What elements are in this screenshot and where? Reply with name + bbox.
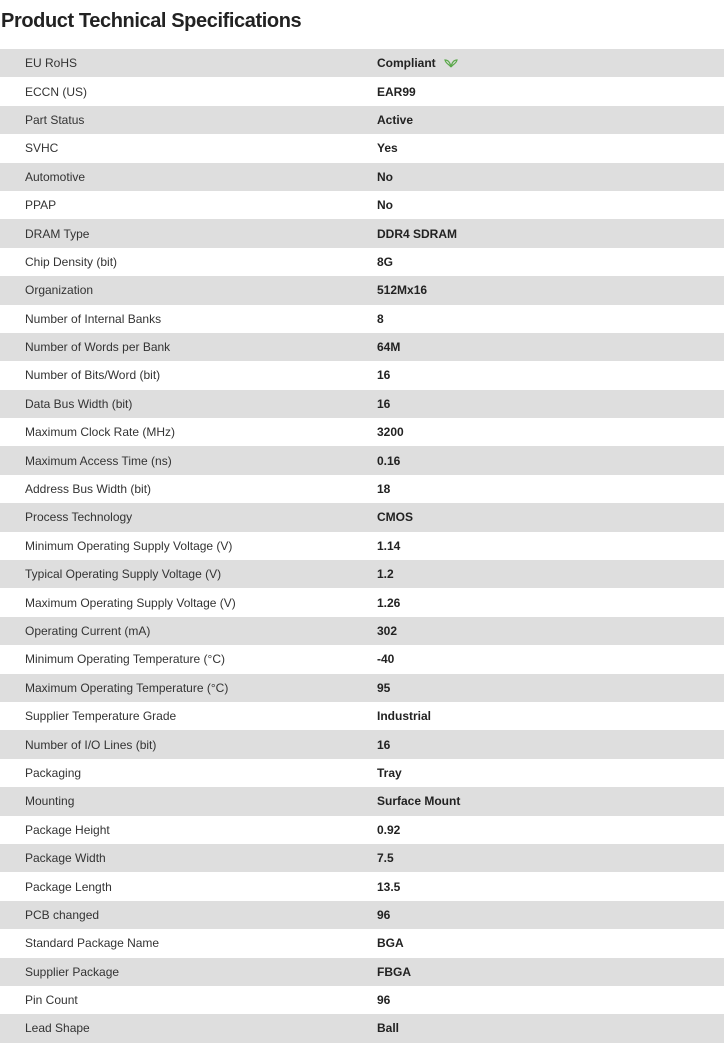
page-title: Product Technical Specifications [1, 10, 302, 32]
spec-label: Supplier Package [25, 964, 120, 979]
spec-label: Mounting [25, 794, 75, 809]
spec-value-text: 18 [377, 482, 391, 497]
spec-value [377, 198, 393, 212]
spec-label: PPAP [25, 198, 57, 213]
spec-label: Number of I/O Lines (bit) [25, 737, 157, 752]
spec-row [0, 872, 724, 900]
spec-label: Pin Count [25, 993, 78, 1008]
spec-label: Number of Internal Banks [25, 311, 162, 326]
spec-label: Minimum Operating Supply Voltage (V) [25, 538, 233, 553]
spec-value-text: 0.16 [377, 453, 401, 468]
spec-value-text: 0.92 [377, 822, 401, 837]
spec-row [0, 929, 724, 957]
spec-value [377, 936, 404, 950]
spec-row [0, 106, 724, 134]
spec-value-text: 302 [377, 624, 398, 638]
spec-row [0, 702, 724, 730]
spec-row [0, 730, 724, 758]
spec-label: Package Width [25, 851, 106, 866]
spec-label: ECCN (US) [25, 84, 87, 99]
spec-label: Number of Words per Bank [25, 340, 171, 355]
spec-value [377, 823, 400, 837]
spec-row [0, 560, 724, 588]
spec-value-text: EAR99 [377, 84, 416, 99]
spec-value-text: Surface Mount [377, 794, 461, 809]
spec-value-text: 95 [377, 680, 391, 695]
spec-label: Supplier Temperature Grade [25, 709, 177, 724]
spec-value-text: Active [377, 112, 414, 127]
rohs-leaf-icon [444, 58, 458, 68]
spec-value-text: 13.5 [377, 879, 401, 894]
spec-value [377, 113, 413, 127]
spec-value-text: 8 [377, 311, 384, 326]
spec-value [377, 340, 400, 354]
spec-value-text: BGA [377, 936, 404, 951]
spec-value-text: No [377, 169, 393, 184]
spec-value [377, 965, 411, 979]
spec-label: EU RoHS [25, 56, 78, 71]
spec-label: Standard Package Name [25, 936, 160, 951]
spec-value-text: 16 [377, 737, 391, 752]
spec-label: Data Bus Width (bit) [25, 396, 133, 411]
spec-value [377, 283, 427, 297]
spec-value-text: Compliant [377, 56, 436, 71]
spec-row [0, 759, 724, 787]
spec-label: Typical Operating Supply Voltage (V) [25, 567, 222, 582]
spec-value [377, 567, 394, 581]
spec-value-text: No [377, 198, 393, 213]
spec-label: Operating Current (mA) [25, 624, 151, 638]
spec-value-text: 16 [377, 396, 391, 411]
spec-table [0, 49, 724, 1043]
spec-label: SVHC [25, 141, 59, 156]
spec-label: Part Status [25, 112, 85, 127]
spec-value-text: CMOS [377, 510, 413, 525]
spec-label: Maximum Clock Rate (MHz) [25, 425, 176, 440]
spec-value [377, 85, 416, 99]
spec-value-text: 96 [377, 993, 391, 1008]
spec-row [0, 475, 724, 503]
spec-row [0, 674, 724, 702]
spec-row [0, 134, 724, 162]
spec-value-text: 1.26 [377, 595, 401, 610]
spec-label: Organization [25, 283, 94, 298]
spec-value [377, 624, 397, 638]
spec-value-text: 16 [377, 368, 391, 383]
spec-row [0, 333, 724, 361]
spec-row [0, 617, 724, 645]
spec-value [377, 539, 400, 553]
spec-row [0, 645, 724, 673]
spec-row [0, 588, 724, 616]
spec-value [377, 851, 394, 865]
spec-value-text: 7.5 [377, 851, 394, 866]
spec-value-text: 96 [377, 907, 391, 922]
spec-label: DRAM Type [25, 226, 90, 241]
spec-row [0, 49, 724, 77]
spec-row [0, 503, 724, 531]
spec-value-text: 1.14 [377, 538, 401, 553]
spec-row [0, 248, 724, 276]
spec-row [0, 986, 724, 1014]
spec-value-text: 1.2 [377, 567, 394, 582]
spec-row [0, 305, 724, 333]
spec-label: Maximum Operating Temperature (°C) [25, 680, 229, 695]
spec-value [377, 993, 390, 1007]
spec-label: Minimum Operating Temperature (°C) [25, 652, 225, 667]
spec-row [0, 361, 724, 389]
spec-row [0, 1014, 724, 1042]
spec-value [377, 482, 390, 496]
spec-row [0, 191, 724, 219]
spec-value-text: 8G [377, 254, 394, 269]
spec-value-text: 512Mx16 [377, 283, 428, 298]
spec-value-text: -40 [377, 652, 395, 667]
spec-label: Address Bus Width (bit) [25, 482, 152, 497]
spec-label: Package Height [25, 822, 110, 837]
spec-value [377, 709, 431, 723]
spec-value [377, 794, 460, 808]
spec-value [377, 312, 384, 326]
spec-value [377, 56, 458, 70]
spec-value-text: 3200 [377, 425, 404, 440]
spec-row [0, 844, 724, 872]
spec-label: Package Length [25, 879, 112, 894]
spec-value-text: FBGA [377, 964, 411, 979]
spec-value [377, 738, 390, 752]
spec-value [377, 425, 404, 439]
spec-label: Process Technology [25, 510, 133, 525]
spec-value [377, 596, 400, 610]
spec-value [377, 880, 400, 894]
spec-row [0, 418, 724, 446]
spec-label: Packaging [25, 765, 82, 780]
spec-value [377, 227, 457, 241]
spec-label: Lead Shape [25, 1021, 90, 1036]
spec-row [0, 958, 724, 986]
spec-label: Maximum Access Time (ns) [25, 453, 172, 468]
spec-row [0, 163, 724, 191]
spec-value-text: 64M [377, 340, 401, 355]
spec-value-text: Tray [377, 765, 402, 780]
spec-row [0, 77, 724, 105]
spec-value [377, 255, 393, 269]
spec-row [0, 787, 724, 815]
spec-value [377, 170, 393, 184]
spec-value [377, 141, 398, 155]
spec-value [377, 766, 402, 780]
spec-row [0, 816, 724, 844]
spec-value-text: Ball [377, 1021, 400, 1036]
spec-value [377, 368, 390, 382]
spec-value [377, 652, 394, 666]
spec-value [377, 908, 390, 922]
spec-row [0, 532, 724, 560]
spec-value-text: Industrial [377, 709, 432, 724]
spec-row [0, 390, 724, 418]
spec-label: Automotive [25, 169, 86, 184]
spec-value [377, 1021, 399, 1035]
spec-value [377, 397, 390, 411]
spec-row [0, 219, 724, 247]
spec-label: Maximum Operating Supply Voltage (V) [25, 595, 236, 610]
spec-value [377, 681, 390, 695]
spec-row [0, 446, 724, 474]
spec-value-text: Yes [377, 141, 398, 156]
spec-value [377, 454, 400, 468]
spec-row [0, 901, 724, 929]
spec-label: PCB changed [25, 907, 100, 922]
spec-value [377, 510, 413, 524]
spec-label: Number of Bits/Word (bit) [25, 368, 161, 383]
spec-label: Chip Density (bit) [25, 254, 118, 269]
spec-row [0, 276, 724, 304]
spec-value-text: DDR4 SDRAM [377, 226, 458, 241]
